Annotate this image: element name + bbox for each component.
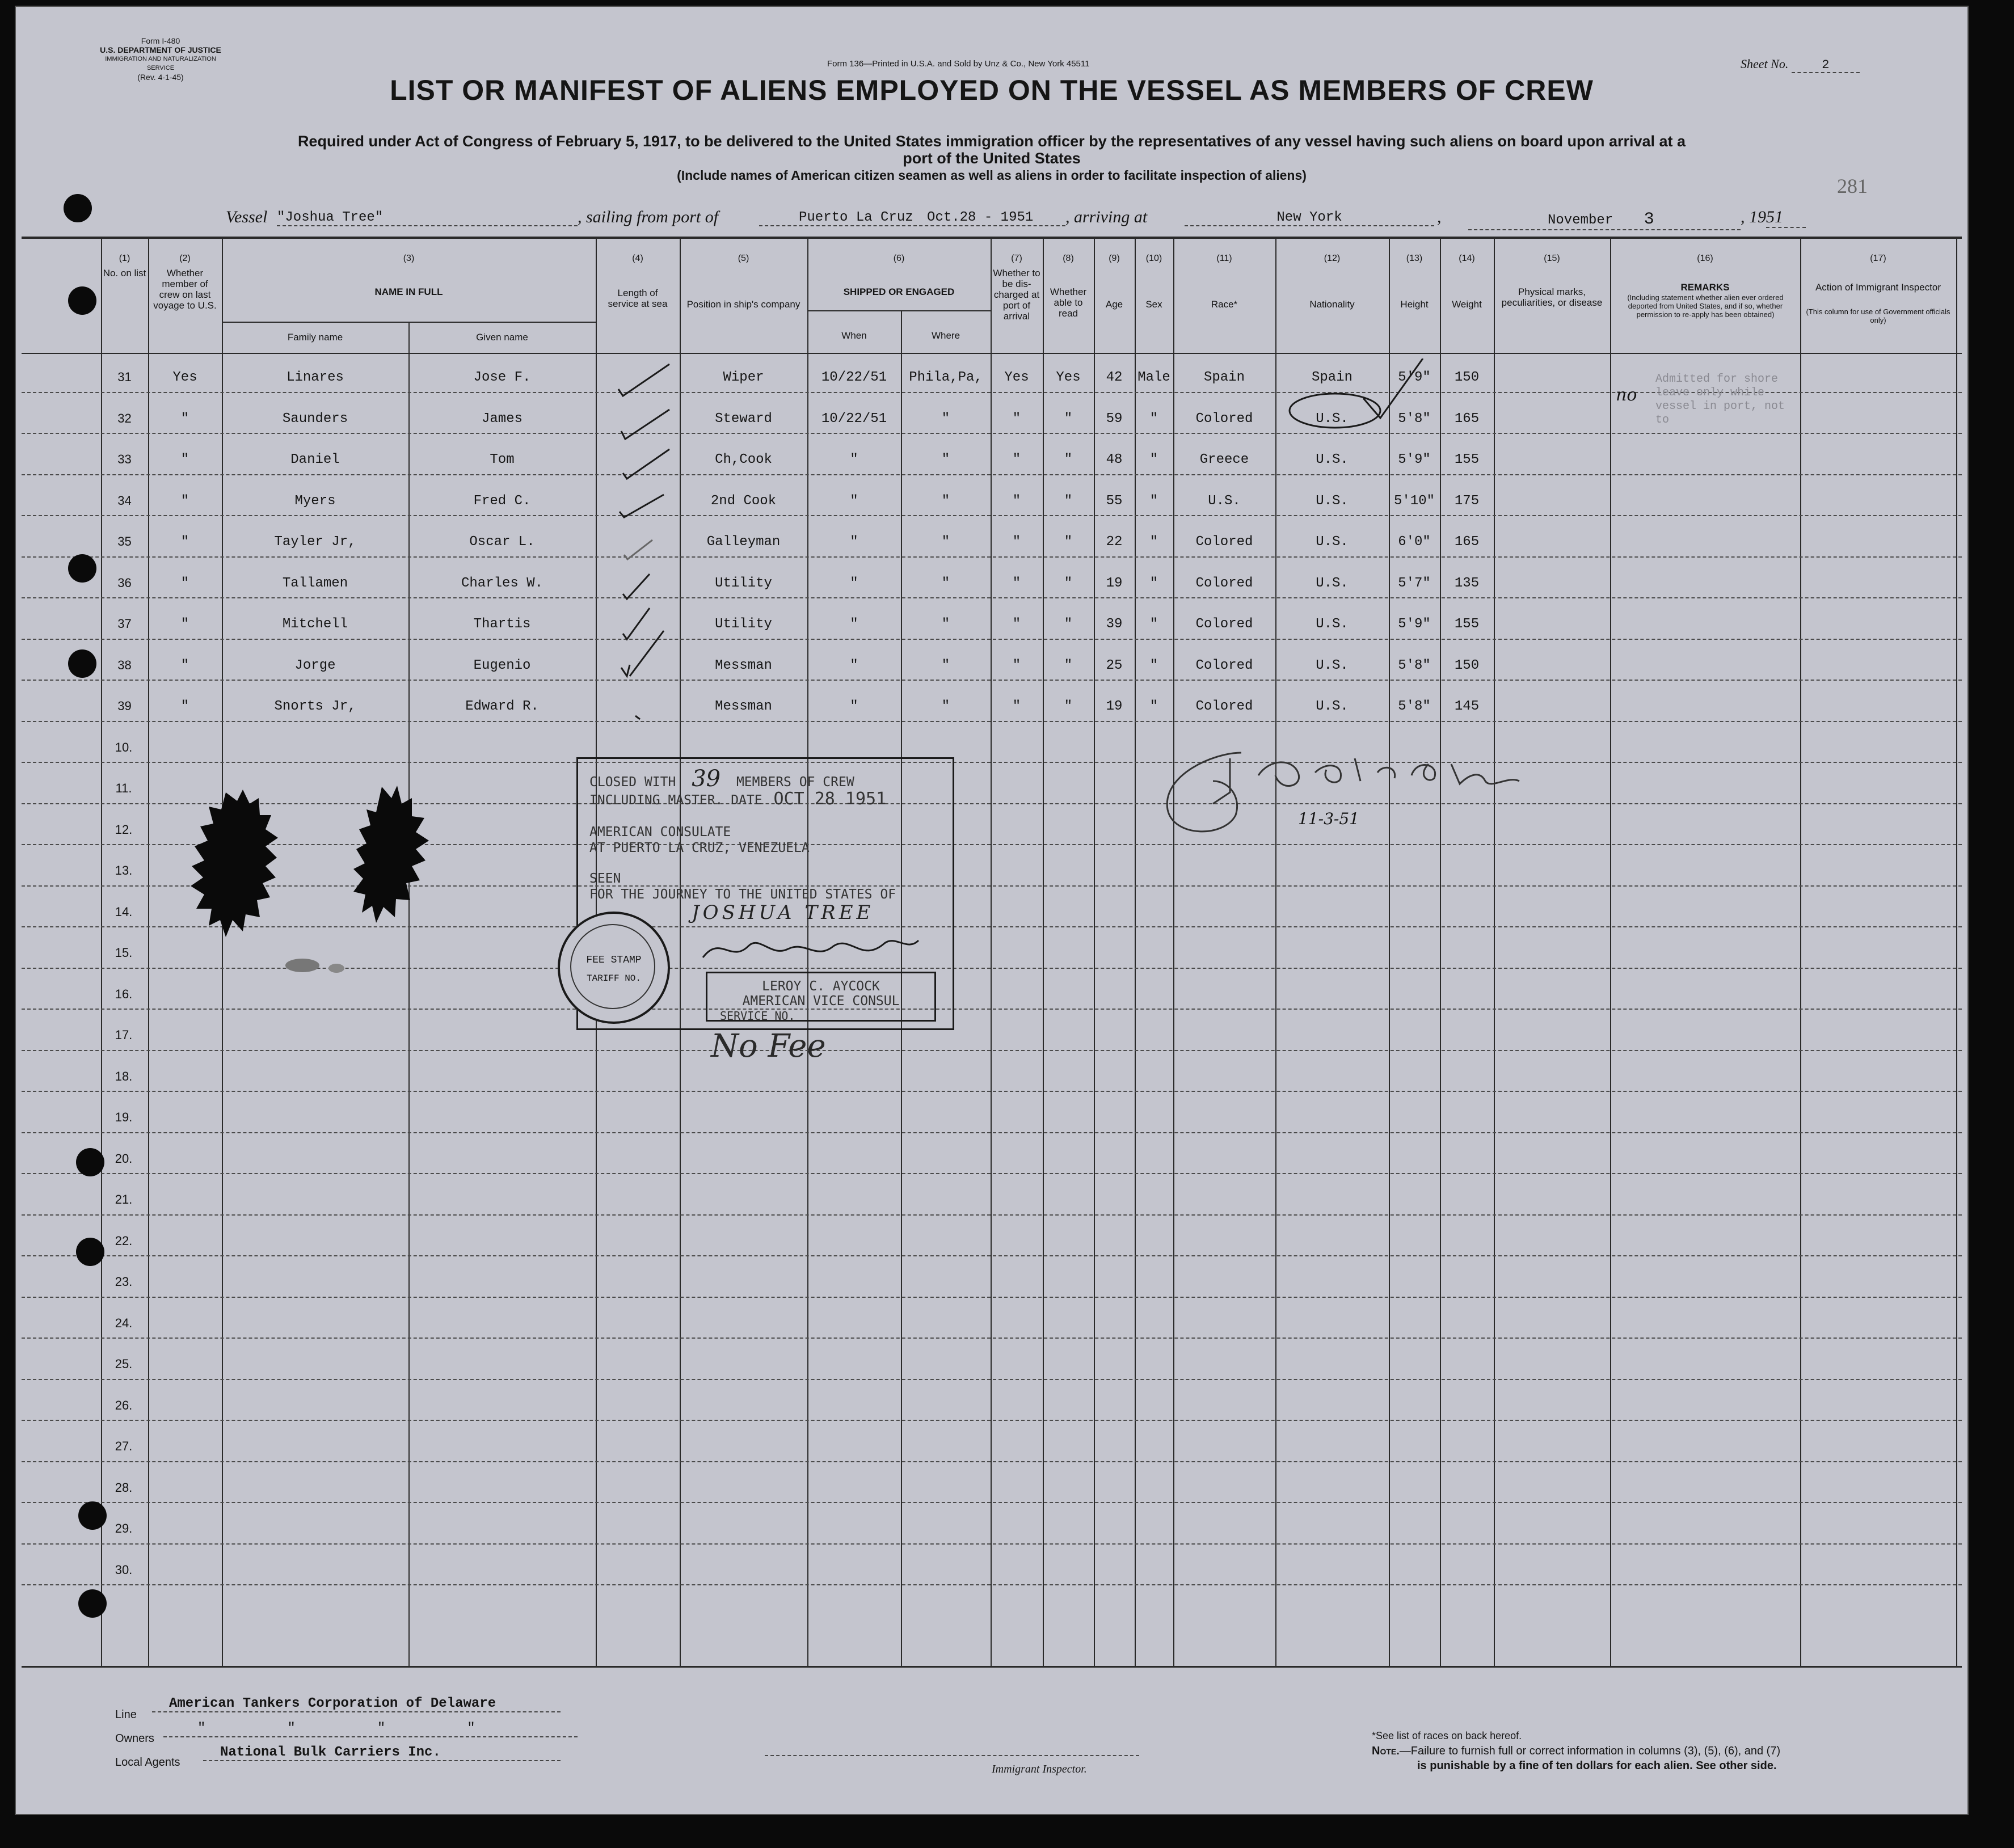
- col-header-inspector-note: (This column for use of Government officials only): [1806, 307, 1950, 324]
- departure-port: [759, 210, 1065, 226]
- row-number: 29.: [115, 1521, 133, 1535]
- col-header-name: NAME IN FULL: [374, 286, 443, 297]
- row-family-name: Myers: [294, 493, 336, 509]
- row-number: 14.: [115, 904, 133, 919]
- seal-tariff-no: TARIFF NO.: [586, 973, 641, 984]
- col-header-height: Height: [1400, 299, 1429, 310]
- row-race: Colored: [1195, 575, 1253, 591]
- row-race: U.S.: [1208, 493, 1241, 509]
- row-sex: Male: [1137, 370, 1170, 385]
- row-number: 35: [117, 534, 132, 549]
- row-sex: ": [1149, 575, 1158, 591]
- col-header-no: No. on list: [103, 268, 146, 279]
- row-nationality: U.S.: [1316, 575, 1349, 591]
- row-last-voyage: ": [180, 493, 189, 509]
- row-number: 13.: [115, 863, 133, 877]
- row-number: 32: [117, 411, 132, 425]
- stamp-consulate: AMERICAN CONSULATE: [589, 825, 731, 839]
- col-header-inspector-action: Action of Immigrant Inspector: [1815, 282, 1941, 293]
- col-header-shipped: SHIPPED OR ENGAGED: [843, 286, 955, 297]
- row-number: 10.: [115, 740, 133, 754]
- row-shipped-when: ": [850, 575, 858, 591]
- row-number: 28.: [115, 1480, 133, 1495]
- row-divider: [22, 433, 1962, 434]
- row-able-to-read: ": [1064, 411, 1073, 427]
- row-shipped-where: ": [941, 493, 950, 509]
- row-sex: ": [1149, 657, 1158, 673]
- row-given-name: Thartis: [473, 617, 531, 632]
- col-num-14: (14): [1459, 254, 1475, 263]
- row-given-name: Charles W.: [461, 575, 543, 591]
- row-able-to-read: ": [1064, 534, 1073, 550]
- col-num-7: (7): [1011, 254, 1022, 263]
- row-shipped-when: 10/22/51: [821, 411, 887, 427]
- row-height: 5'9": [1398, 370, 1431, 385]
- row-family-name: Snorts Jr,: [274, 699, 356, 714]
- year-prefix: 19: [1749, 208, 1766, 226]
- row-number: 25.: [115, 1357, 133, 1371]
- row-number: 21.: [115, 1192, 133, 1206]
- no-fee-handwritten: No Fee: [711, 1028, 826, 1065]
- row-race: Colored: [1195, 411, 1253, 427]
- manifest-sheet: [15, 6, 1969, 1815]
- row-age: 48: [1106, 452, 1123, 467]
- seal-fee-stamp: FEE STAMP: [586, 955, 642, 966]
- footer-agents-value: National Bulk Carriers Inc.: [203, 1745, 561, 1761]
- subtitle: [16, 133, 1967, 184]
- subtitle-line-2: port of the United States: [903, 150, 1081, 167]
- col-header-remarks-detail: (Including statement whether alien ever ordered deported from United States, and if so, whether permission to re-apply has been obtained): [1627, 293, 1784, 319]
- row-weight: 165: [1454, 534, 1480, 550]
- stamp-signer: LEROY C. AYCOCK: [762, 979, 880, 994]
- row-race: Greece: [1199, 452, 1249, 467]
- row-discharged: ": [1012, 657, 1021, 673]
- row-number: 18.: [115, 1069, 133, 1083]
- row-divider: [22, 680, 1962, 681]
- subtitle-line-3: (Include names of American citizen seamen as well as aliens in order to facilitate inspection of aliens): [677, 168, 1307, 183]
- row-position: Messman: [715, 699, 772, 714]
- row-able-to-read: Yes: [1056, 370, 1081, 385]
- row-shipped-when: ": [850, 493, 858, 509]
- binder-hole: [64, 194, 92, 222]
- row-nationality: U.S.: [1316, 411, 1349, 427]
- form-number: Form I-480: [141, 36, 180, 45]
- row-divider: [22, 721, 1962, 722]
- row-divider: [22, 1009, 1962, 1010]
- stamp-number: 281: [1837, 175, 1868, 197]
- col-num-1: (1): [119, 254, 130, 263]
- footer-line-label: Line: [115, 1708, 137, 1721]
- row-divider: [22, 762, 1962, 763]
- row-shipped-where: ": [941, 699, 950, 714]
- row-sex: ": [1149, 534, 1158, 550]
- row-divider: [22, 1543, 1962, 1545]
- row-able-to-read: ": [1064, 657, 1073, 673]
- col-header-discharged: Whether to be dis-charged at port of arrival: [993, 268, 1040, 322]
- row-number: 12.: [115, 822, 133, 837]
- row-given-name: Eugenio: [473, 657, 531, 673]
- row-number: 20.: [115, 1151, 133, 1166]
- row-divider: [22, 1584, 1962, 1585]
- row-weight: 145: [1454, 699, 1480, 714]
- remarks-faint-text: Admitted for shore leave only while vessel in port, not to: [1655, 373, 1785, 427]
- row-divider: [22, 1420, 1962, 1421]
- row-number: 34: [117, 493, 132, 508]
- footer-races-note: *See list of races on back hereof.: [1372, 1730, 1522, 1741]
- row-shipped-when: ": [850, 452, 858, 467]
- arrival-date: [1468, 210, 1741, 230]
- sheet-value: 2: [1792, 58, 1860, 73]
- stamp-signer-title: AMERICAN VICE CONSUL: [742, 994, 900, 1009]
- arrival-day: 3: [1644, 210, 1654, 229]
- row-weight: 165: [1454, 411, 1480, 427]
- stamp-location: AT PUERTO LA CRUZ, VENEZUELA: [589, 841, 810, 855]
- row-shipped-when: ": [850, 617, 858, 632]
- row-number: 15.: [115, 946, 133, 960]
- col-num-11: (11): [1216, 254, 1232, 263]
- row-divider: [22, 474, 1962, 475]
- footer-inspector-label: Immigrant Inspector.: [992, 1763, 1087, 1775]
- row-able-to-read: ": [1064, 493, 1073, 509]
- footer-line-value: American Tankers Corporation of Delaware: [152, 1696, 561, 1712]
- sheet-number: [1741, 57, 1860, 73]
- row-family-name: Saunders: [282, 411, 348, 427]
- row-position: Wiper: [723, 370, 764, 385]
- nationality-check: [1287, 358, 1446, 432]
- row-shipped-when: ": [850, 657, 858, 673]
- binder-hole: [68, 554, 96, 583]
- row-weight: 155: [1454, 452, 1480, 467]
- col-header-able-to-read: Whether able to read: [1050, 286, 1087, 319]
- row-given-name: Edward R.: [465, 699, 539, 714]
- row-height: 5'8": [1398, 699, 1431, 714]
- binder-hole: [76, 1148, 104, 1176]
- row-family-name: Linares: [286, 370, 344, 385]
- row-number: 31: [117, 370, 132, 384]
- row-sex: ": [1149, 452, 1158, 467]
- arrival-port: New York: [1185, 210, 1434, 226]
- sheet-label: Sheet No.: [1741, 57, 1789, 71]
- row-weight: 150: [1454, 657, 1480, 673]
- department: U.S. DEPARTMENT OF JUSTICE: [100, 45, 221, 54]
- footer-note-label: Note.: [1372, 1745, 1400, 1757]
- row-discharged: ": [1012, 452, 1021, 467]
- row-divider: [22, 639, 1962, 640]
- row-divider: [22, 1338, 1962, 1339]
- row-race: Colored: [1195, 657, 1253, 673]
- row-discharged: Yes: [1004, 370, 1029, 385]
- row-sex: ": [1149, 617, 1158, 632]
- row-able-to-read: ": [1064, 617, 1073, 632]
- row-shipped-where: ": [941, 411, 950, 427]
- wax-seal-blots: [186, 781, 447, 974]
- inspector-signature: [1145, 741, 1587, 843]
- row-last-voyage: ": [180, 534, 189, 550]
- col-num-17: (17): [1870, 254, 1886, 263]
- row-position: Utility: [715, 575, 772, 591]
- col-num-4: (4): [632, 254, 643, 263]
- row-weight: 175: [1454, 493, 1480, 509]
- stamp-vessel-handwritten: JOSHUA TREE: [692, 901, 874, 924]
- row-number: 22.: [115, 1233, 133, 1248]
- service-name: IMMIGRATION AND NATURALIZATION SERVICE: [105, 56, 216, 71]
- sailing-label: , sailing from port of: [578, 208, 719, 226]
- footer-owners-value: " " " ": [163, 1721, 578, 1737]
- port-value: Puerto La Cruz: [799, 210, 913, 225]
- row-height: 5'9": [1398, 617, 1431, 632]
- footer-note-text-2: is punishable by a fine of ten dollars for each alien. See other side.: [1417, 1760, 1777, 1772]
- vessel-label: Vessel: [226, 208, 268, 226]
- col-header-where: Where: [931, 330, 960, 341]
- row-divider: [22, 1091, 1962, 1092]
- row-divider: [22, 1214, 1962, 1216]
- row-race: Colored: [1195, 534, 1253, 550]
- row-shipped-when: 10/22/51: [821, 370, 887, 385]
- row-height: 5'7": [1398, 575, 1431, 591]
- row-number: 30.: [115, 1562, 133, 1577]
- row-discharged: ": [1012, 617, 1021, 632]
- subtitle-line-1: Required under Act of Congress of February 5, 1917, to be delivered to the United States immigration officer by the representatives of any vessel having such aliens on board upon arrival at a: [297, 133, 1686, 150]
- col-num-13: (13): [1406, 254, 1423, 263]
- col-header-family-name: Family name: [287, 332, 343, 343]
- consular-seal: [558, 912, 670, 1024]
- binder-hole: [78, 1589, 107, 1618]
- row-number: 11.: [115, 781, 132, 795]
- row-discharged: ": [1012, 534, 1021, 550]
- row-nationality: U.S.: [1316, 493, 1349, 509]
- row-position: Messman: [715, 657, 772, 673]
- row-divider: [22, 1502, 1962, 1503]
- year-label: , 1951: [1741, 208, 1806, 228]
- col-header-length-of-service: Length of service at sea: [608, 288, 668, 309]
- row-shipped-where: ": [941, 534, 950, 550]
- col-header-when: When: [841, 330, 867, 341]
- row-race: Colored: [1195, 699, 1253, 714]
- binder-hole: [78, 1501, 107, 1530]
- row-number: 19.: [115, 1110, 133, 1124]
- stamp-journey: FOR THE JOURNEY TO THE UNITED STATES OF: [589, 887, 896, 902]
- row-age: 55: [1106, 493, 1123, 509]
- stamp-members: MEMBERS OF CREW: [736, 775, 854, 790]
- col-header-sex: Sex: [1145, 299, 1162, 310]
- row-sex: ": [1149, 493, 1158, 509]
- row-number: 16.: [115, 986, 133, 1001]
- row-able-to-read: ": [1064, 452, 1073, 467]
- row-discharged: ": [1012, 411, 1021, 427]
- col-header-physical-marks: Physical marks, peculiarities, or disease: [1501, 286, 1603, 308]
- row-position: Utility: [715, 617, 772, 632]
- row-age: 42: [1106, 370, 1123, 385]
- row-divider: [22, 597, 1962, 598]
- row-number: 27.: [115, 1439, 133, 1453]
- row-number: 38: [117, 657, 132, 672]
- row-family-name: Mitchell: [282, 617, 348, 632]
- row-discharged: ": [1012, 493, 1021, 509]
- row-last-voyage: ": [180, 657, 189, 673]
- col-header-race: Race*: [1211, 299, 1238, 310]
- consul-signature: [697, 929, 924, 969]
- row-divider: [22, 1297, 1962, 1298]
- row-nationality: U.S.: [1316, 534, 1349, 550]
- col-header-given-name: Given name: [476, 332, 528, 343]
- row-family-name: Tayler Jr,: [274, 534, 356, 550]
- row-family-name: Tallamen: [282, 575, 348, 591]
- inspector-date: 11-3-51: [1298, 809, 1359, 828]
- col-header-age: Age: [1105, 299, 1123, 310]
- row-number: 23.: [115, 1275, 133, 1289]
- printer-line: Form 136—Printed in U.S.A. and Sold by Unz & Co., New York 45511: [827, 59, 1090, 69]
- row-shipped-where: ": [941, 452, 950, 467]
- arrival-month: November: [1548, 213, 1613, 228]
- row-nationality: U.S.: [1316, 452, 1349, 467]
- row-divider: [22, 1050, 1962, 1051]
- binder-hole: [68, 649, 96, 678]
- col-num-9: (9): [1109, 254, 1120, 263]
- row-divider: [22, 1255, 1962, 1256]
- col-num-5: (5): [738, 254, 749, 263]
- row-number: 26.: [115, 1398, 133, 1412]
- footer-note-text-1: —Failure to furnish full or correct information in columns (3), (5), (6), and (7): [1399, 1745, 1781, 1757]
- service-check-marks: [596, 353, 681, 727]
- row-weight: 155: [1454, 617, 1480, 632]
- col-header-nationality: Nationality: [1309, 299, 1355, 310]
- row-height: 6'0": [1398, 534, 1431, 550]
- col-num-3: (3): [403, 254, 415, 263]
- row-age: 19: [1106, 699, 1123, 714]
- col-header-remarks: REMARKS: [1680, 282, 1730, 293]
- row-position: Steward: [715, 411, 772, 427]
- col-num-6: (6): [893, 254, 905, 263]
- col-num-8: (8): [1063, 254, 1074, 263]
- footer-agents-label: Local Agents: [115, 1756, 180, 1769]
- row-family-name: Daniel: [290, 452, 340, 467]
- col-num-12: (12): [1324, 254, 1341, 263]
- row-number: 24.: [115, 1315, 133, 1330]
- row-race: Colored: [1195, 617, 1253, 632]
- footer: [16, 1686, 1967, 1799]
- row-divider: [22, 556, 1962, 558]
- row-position: Galleyman: [706, 534, 781, 550]
- row-last-voyage: ": [180, 452, 189, 467]
- stamp-closed-with: CLOSED WITH: [589, 775, 676, 790]
- row-nationality: U.S.: [1316, 657, 1349, 673]
- row-number: 17.: [115, 1028, 133, 1042]
- footer-fine-note: [1372, 1745, 1780, 1758]
- departure-date: Oct.28 - 1951: [927, 210, 1034, 225]
- row-shipped-when: ": [850, 534, 858, 550]
- row-divider: [22, 1461, 1962, 1462]
- row-given-name: Fred C.: [473, 493, 531, 509]
- footer-owners-label: Owners: [115, 1732, 154, 1745]
- row-discharged: ": [1012, 699, 1021, 714]
- col-header-position: Position in ship's company: [686, 299, 800, 310]
- row-position: Ch,Cook: [715, 452, 772, 467]
- stamp-service-no: SERVICE NO.: [720, 1009, 795, 1023]
- row-age: 22: [1106, 534, 1123, 550]
- stamp-seen: SEEN: [589, 871, 621, 886]
- row-number: 39: [117, 699, 132, 713]
- row-number: 36: [117, 575, 132, 590]
- row-discharged: ": [1012, 575, 1021, 591]
- binder-hole: [76, 1238, 104, 1266]
- binder-hole: [68, 286, 96, 315]
- arriving-label: , arriving at: [1065, 208, 1148, 226]
- row-shipped-where: Phila,Pa,: [909, 370, 983, 385]
- row-height: 5'8": [1398, 411, 1431, 427]
- row-number: 33: [117, 452, 132, 466]
- voyage-line: Vessel "Joshua Tree" , sailing from port of Puerto La Cruz Oct.28 - 1951 , arriving at New York , November 3 , 1951: [16, 205, 1967, 234]
- row-given-name: Jose F.: [473, 370, 531, 385]
- row-last-voyage: ": [180, 699, 189, 714]
- remarks-mark: no: [1616, 385, 1637, 405]
- col-num-16: (16): [1697, 254, 1713, 263]
- row-divider: [22, 1132, 1962, 1133]
- row-given-name: Oscar L.: [469, 534, 535, 550]
- row-divider: [22, 1173, 1962, 1174]
- row-family-name: Jorge: [294, 657, 336, 673]
- row-shipped-where: ": [941, 617, 950, 632]
- row-last-voyage: ": [180, 575, 189, 591]
- row-height: 5'9": [1398, 452, 1431, 467]
- year-suffix: 51: [1766, 208, 1806, 228]
- page-title: LIST OR MANIFEST OF ALIENS EMPLOYED ON THE VESSEL AS MEMBERS OF CREW: [390, 74, 1594, 106]
- row-shipped-where: ": [941, 657, 950, 673]
- row-able-to-read: ": [1064, 575, 1073, 591]
- row-age: 19: [1106, 575, 1123, 591]
- row-shipped-where: ": [941, 575, 950, 591]
- col-num-15: (15): [1544, 254, 1560, 263]
- col-header-last-voyage: Whether member of crew on last voyage to U.S.: [153, 268, 217, 311]
- row-nationality: U.S.: [1316, 617, 1349, 632]
- row-weight: 150: [1454, 370, 1480, 385]
- col-num-10: (10): [1145, 254, 1162, 263]
- row-shipped-when: ": [850, 699, 858, 714]
- row-given-name: James: [481, 411, 523, 427]
- row-number: 37: [117, 617, 132, 631]
- row-height: 5'8": [1398, 657, 1431, 673]
- row-age: 25: [1106, 657, 1123, 673]
- row-last-voyage: Yes: [172, 370, 197, 385]
- row-divider: [22, 515, 1962, 516]
- stamp-crew-count: 39: [692, 766, 721, 792]
- stamp-date: OCT 28 1951: [773, 789, 887, 809]
- row-nationality: Spain: [1311, 370, 1353, 385]
- row-sex: ": [1149, 699, 1158, 714]
- crew-table: [16, 237, 1967, 1666]
- row-given-name: Tom: [490, 452, 515, 467]
- row-height: 5'10": [1393, 493, 1435, 509]
- row-last-voyage: ": [180, 411, 189, 427]
- stamp-including-master: INCLUDING MASTER. DATE: [589, 793, 762, 808]
- row-age: 59: [1106, 411, 1123, 427]
- col-header-weight: Weight: [1452, 299, 1482, 310]
- row-position: 2nd Cook: [710, 493, 777, 509]
- row-race: Spain: [1203, 370, 1245, 385]
- row-sex: ": [1149, 411, 1158, 427]
- row-last-voyage: ": [180, 617, 189, 632]
- row-weight: 135: [1454, 575, 1480, 591]
- vessel-name: "Joshua Tree": [277, 210, 578, 226]
- row-divider: [22, 1379, 1962, 1380]
- row-nationality: U.S.: [1316, 699, 1349, 714]
- row-age: 39: [1106, 617, 1123, 632]
- row-able-to-read: ": [1064, 699, 1073, 714]
- revision: (Rev. 4-1-45): [137, 73, 184, 82]
- col-num-2: (2): [179, 254, 191, 263]
